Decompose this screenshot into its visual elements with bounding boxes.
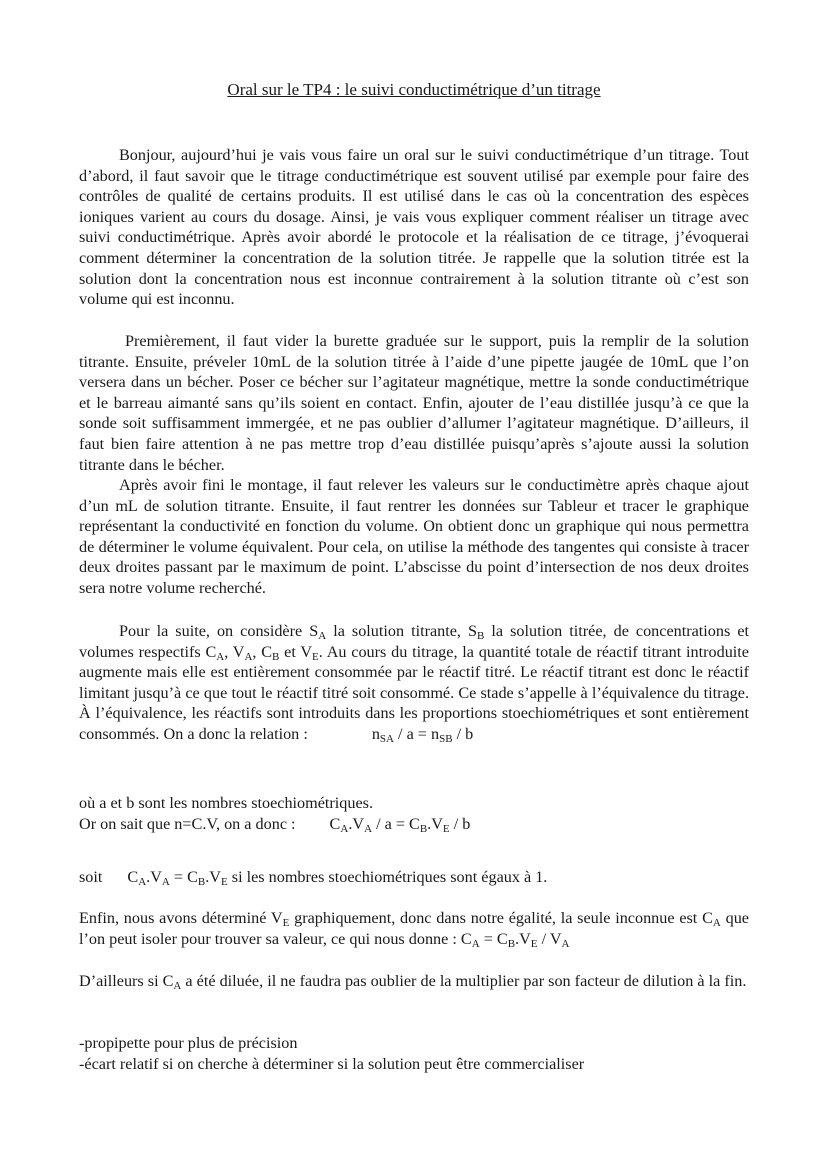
paragraph-dilution: D’ailleurs si $C_A$ a été diluée, il ne faudra pas oublier de la multiplier par son facteur de dilution à la fin. [79,972,747,992]
relation-formula: $n_{SA} / a = n_{SB} / b$ [371,724,474,745]
note-relative-error: -écart relatif si on cherche à déterminer si la solution peut être commercialiser [79,1055,585,1073]
paragraph-equivalence: Pour la suite, on considère $S_A$ la solution titrante, $S_B$ la solution titrée, de concentrations et volumes respectifs $C_A$, $V_A$, $C_B$ et $V_E$. Au cours du titrage, la quantité totale de réactif titrant introduite augmente mais elle est entièrement consommée par le réactif titré. Le réactif titrant est donc le réactif limitant jusqu’à ce que tout le réactif titré soit consommé. Ce stade s’appelle à l’équivalence du titrage. À l’équivalence, les réactifs sont introduits dans les proportions stoechiométriques et sont entièrement consommés. On a donc la relation : $n_{SA} / a = n_{SB} / b$ [79,622,749,745]
paragraph-intro: Bonjour, aujourd’hui je vais vous faire un oral sur le suivi conductimétrique d’un titrage. Tout d’abord, il faut savoir que le titrage conductimétrique est souvent utilisé par exemple pour faire des contrôles de qualité de certains produits. Il est utilisé dans le cas où la concentration des espèces ioniques varient au cours du dosage. Ainsi, je vais vous expliquer comment réaliser un titrage avec suivi conductimétrique. Après avoir abordé le protocole et la réalisation de ce titrage, j’évoquerai comment déterminer la concentration de la solution titrée. Je rappelle que la solution titrée est la solution dont la concentration nous est inconnue contrairement à la solution titrante où c’est son volume qui est inconnu. [79,146,749,309]
formula-line-general: Or on sait que n=C.V, on a donc : $C_A.V_A / a = C_B.V_E / b$ [79,815,471,835]
paragraph-conclusion: Enfin, nous avons déterminé $V_E$ graphiquement, donc dans notre égalité, la seule inconnue est $C_A$ que l’on peut isoler pour trouver sa valeur, ce qui nous donne : $C_A = C_B.V_E / V_A$ [79,909,749,950]
paragraph-measurements: Après avoir fini le montage, il faut relever les valeurs sur le conductimètre après chaque ajout d’un mL de solution titrante. Ensuite, il faut rentrer les données sur Tableur et tracer le graphique représentant la conductivité en fonction du volume. On obtient donc un graphique qui nous permettra de déterminer le volume équivalent. Pour cela, on utilise la méthode des tangentes qui consiste à tracer deux droites passant par le maximum de point. L’abscisse du point d’intersection de nos deux droites sera notre volume recherché. [79,476,749,597]
stoichiometry-note: où a et b sont les nombres stoechiométriques. [79,794,374,812]
page-title: Oral sur le TP4 : le suivi conductimétrique d’un titrage [227,80,601,99]
note-propipette: -propipette pour plus de précision [79,1034,298,1052]
formula-line-simplified: soit $C_A.V_A = C_B.V_E$ si les nombres stoechiométriques sont égaux à 1. [79,868,548,888]
general-formula: $C_A.V_A / a = C_B.V_E / b$ [329,815,471,835]
paragraph-protocol: Premièrement, il faut vider la burette graduée sur le support, puis la remplir de la solution titrante. Ensuite, préveler 10mL de la solution titrée à l’aide d’une pipette jaugée de 10mL que l’on versera dans un bécher. Poser ce bécher sur l’agitateur magnétique, mettre la sonde conductimétrique et le barreau aimanté sans qu’ils soient en contact. Enfin, ajouter de l’eau distillée jusqu’à ce que la sonde soit suffisamment immergée, et ne pas oublier d’allumer l’agitateur magnétique. D’ailleurs, il faut bien faire attention à ne pas mettre trop d’eau distillée puisqu’après s’ajoute aussi la solution titrante dans le bécher. [79,332,749,474]
